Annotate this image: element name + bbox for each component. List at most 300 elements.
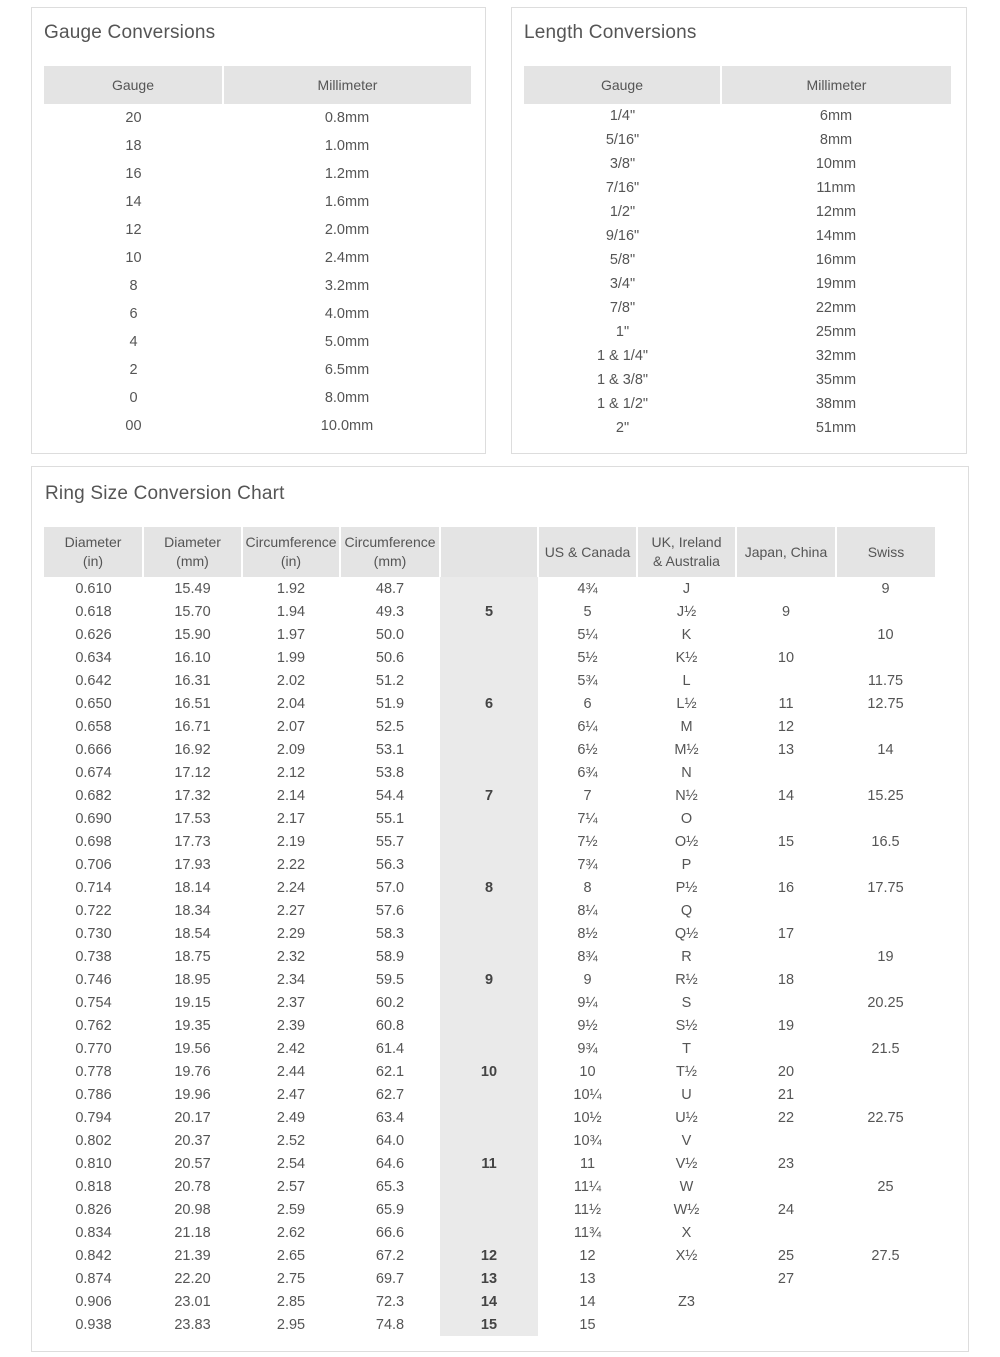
table-cell: 6½ (577, 741, 598, 758)
table-cell: 8¼ (577, 902, 598, 919)
table-cell (440, 922, 538, 945)
table-cell: 2.95 (276, 1316, 306, 1333)
table-cell (836, 1221, 935, 1244)
table-cell (736, 1129, 836, 1152)
table-cell: 2.54 (276, 1155, 306, 1172)
table-cell: 1.0mm (324, 138, 370, 154)
table-row (524, 392, 951, 416)
table-cell: 2.34 (276, 971, 306, 988)
table-cell: 5 (440, 600, 538, 623)
table-cell (440, 1175, 538, 1198)
table-cell: 22.75 (867, 1109, 904, 1126)
table-cell: 10¼ (573, 1086, 602, 1103)
table-cell (440, 1129, 538, 1152)
table-cell: 14 (777, 787, 795, 804)
table-cell (440, 1221, 538, 1244)
table-cell (836, 968, 935, 991)
table-cell: 10mm (815, 156, 857, 172)
table-cell (836, 1267, 935, 1290)
table-cell: 52.5 (375, 718, 405, 735)
column-header (340, 527, 440, 577)
table-cell: 5¾ (577, 672, 598, 689)
table-cell: 1/4" (609, 108, 636, 124)
table-cell (440, 830, 538, 853)
table-cell: Z3 (678, 1293, 695, 1310)
table-cell: Q (680, 902, 693, 919)
table-row (44, 1014, 935, 1037)
table-cell (836, 761, 935, 784)
table-cell: 8¾ (577, 948, 598, 965)
table-cell: 2.4mm (324, 250, 370, 266)
table-cell: 20 (777, 1063, 795, 1080)
table-row (44, 830, 935, 853)
header-line: Japan, China (744, 543, 828, 560)
table-cell (440, 738, 538, 761)
table-cell: 15.49 (174, 580, 211, 597)
table-cell: 16.51 (174, 695, 211, 712)
table-cell: 7/16" (605, 180, 640, 196)
table-cell (736, 899, 836, 922)
table-cell: 14 (125, 194, 142, 210)
table-cell: 13 (579, 1270, 596, 1287)
table-cell: 53.1 (375, 741, 405, 758)
table-cell: 5 (583, 603, 592, 620)
table-row (44, 272, 471, 300)
table-cell: 16.31 (174, 672, 211, 689)
table-row (44, 1221, 935, 1244)
table-cell: 8½ (577, 925, 598, 942)
table-cell (736, 1037, 836, 1060)
table-cell: 9 (440, 968, 538, 991)
gauge-conversions-table (44, 66, 471, 440)
table-row (44, 968, 935, 991)
table-cell: 00 (125, 418, 142, 434)
table-cell: 20 (125, 110, 142, 126)
table-cell: 0.810 (75, 1155, 112, 1172)
header-line: Circumference (344, 534, 436, 550)
table-cell: 7 (440, 784, 538, 807)
column-header (637, 527, 736, 577)
table-cell: 20.17 (174, 1109, 211, 1126)
table-cell: 17.75 (867, 879, 904, 896)
table-cell: 2.27 (276, 902, 306, 919)
table-cell (836, 600, 935, 623)
table-cell (440, 853, 538, 876)
table-row (524, 368, 951, 392)
table-cell: 10½ (573, 1109, 602, 1126)
table-cell: O½ (674, 833, 699, 850)
table-cell: 21 (777, 1086, 795, 1103)
table-cell: 2.0mm (324, 222, 370, 238)
table-cell: 0.874 (75, 1270, 112, 1287)
table-cell: 2.09 (276, 741, 306, 758)
column-header (44, 527, 143, 577)
table-cell: 54.4 (375, 787, 405, 804)
table-row (44, 244, 471, 272)
table-cell: L½ (676, 695, 697, 712)
table-cell: L (682, 672, 691, 689)
table-cell: 38mm (815, 396, 857, 412)
table-cell: 62.7 (375, 1086, 405, 1103)
table-cell: 1.2mm (324, 166, 370, 182)
table-row (524, 344, 951, 368)
table-cell: 16mm (815, 252, 857, 268)
table-cell: 55.7 (375, 833, 405, 850)
table-cell: 1" (615, 324, 630, 340)
table-cell: 2.65 (276, 1247, 306, 1264)
table-cell: X (681, 1224, 692, 1241)
header-line: UK, Ireland (651, 534, 722, 550)
table-cell: 5½ (577, 649, 598, 666)
column-header (538, 527, 637, 577)
table-cell: 57.0 (375, 879, 405, 896)
table-cell: K½ (675, 649, 698, 666)
table-cell: 9 (881, 580, 890, 597)
table-cell: 20.57 (174, 1155, 211, 1172)
table-cell: 1.94 (276, 603, 306, 620)
table-cell: 13 (777, 741, 795, 758)
table-cell: 16 (125, 166, 142, 182)
table-cell: 17.32 (174, 787, 211, 804)
table-cell: 0.826 (75, 1201, 112, 1218)
table-row (44, 132, 471, 160)
table-row (44, 160, 471, 188)
table-cell (836, 1152, 935, 1175)
table-cell: R (681, 948, 692, 965)
table-row (44, 300, 471, 328)
table-cell: 22.20 (174, 1270, 211, 1287)
table-cell: 21.5 (871, 1040, 900, 1057)
table-cell: N (681, 764, 692, 781)
table-cell: P½ (675, 879, 698, 896)
table-cell: 5¼ (577, 626, 598, 643)
table-cell: M (680, 718, 693, 735)
table-cell: 58.3 (375, 925, 405, 942)
table-cell: W½ (673, 1201, 700, 1218)
table-cell: 6 (129, 306, 138, 322)
table-cell: 18.95 (174, 971, 211, 988)
table-cell (440, 669, 538, 692)
table-row (44, 623, 935, 646)
table-cell: 9¾ (577, 1040, 598, 1057)
table-cell: 8mm (819, 132, 853, 148)
length-conversions-title: Length Conversions (524, 22, 697, 43)
table-cell: Q½ (674, 925, 699, 942)
table-cell: 20.98 (174, 1201, 211, 1218)
table-cell: K (681, 626, 692, 643)
table-cell: 9¼ (577, 994, 598, 1011)
table-cell: 64.6 (375, 1155, 405, 1172)
table-cell: 16.71 (174, 718, 211, 735)
table-cell: 49.3 (375, 603, 405, 620)
table-cell: 12 (125, 222, 142, 238)
table-cell: 0.722 (75, 902, 112, 919)
table-row (44, 738, 935, 761)
table-cell: 7 (583, 787, 592, 804)
table-cell: 18.34 (174, 902, 211, 919)
table-cell: 2.57 (276, 1178, 306, 1195)
table-cell: 10¾ (573, 1132, 602, 1149)
table-row (44, 853, 935, 876)
table-cell (836, 853, 935, 876)
table-cell (440, 646, 538, 669)
table-cell: 10 (579, 1063, 596, 1080)
header-line: Diameter (164, 534, 221, 550)
table-cell: 0.794 (75, 1109, 112, 1126)
table-row (44, 1106, 935, 1129)
table-cell: 11 (579, 1155, 596, 1172)
table-cell: 19 (777, 1017, 795, 1034)
table-cell: 0.698 (75, 833, 112, 850)
table-cell (440, 577, 538, 600)
table-cell: 12 (777, 718, 795, 735)
table-cell: 0.762 (75, 1017, 112, 1034)
table-cell (836, 715, 935, 738)
table-cell: 5/16" (605, 132, 640, 148)
table-cell: 25 (877, 1178, 894, 1195)
table-cell: 18.54 (174, 925, 211, 942)
table-cell: 2.17 (276, 810, 306, 827)
table-cell (836, 922, 935, 945)
table-cell: 7/8" (609, 300, 636, 316)
table-row (44, 646, 935, 669)
length-conversions-table (524, 66, 951, 440)
table-row (44, 761, 935, 784)
table-cell: 10 (777, 649, 795, 666)
table-row (44, 945, 935, 968)
table-cell: 15.70 (174, 603, 211, 620)
table-cell (736, 577, 836, 600)
table-cell: 5.0mm (324, 334, 370, 350)
table-cell: 8.0mm (324, 390, 370, 406)
table-cell: W (679, 1178, 694, 1195)
table-cell: 19.35 (174, 1017, 211, 1034)
table-cell: 9½ (577, 1017, 598, 1034)
table-row (44, 922, 935, 945)
table-cell: 0.834 (75, 1224, 112, 1241)
table-cell: 0.746 (75, 971, 112, 988)
table-row (44, 1129, 935, 1152)
table-row (524, 128, 951, 152)
table-cell: 20.25 (867, 994, 904, 1011)
table-cell: 9/16" (605, 228, 640, 244)
table-cell (440, 1014, 538, 1037)
table-cell (440, 1198, 538, 1221)
table-cell: 20.78 (174, 1178, 211, 1195)
header-line: Swiss (867, 543, 905, 560)
header-line: (mm) (373, 553, 407, 569)
table-cell: 12 (579, 1247, 596, 1264)
table-cell: 2.02 (276, 672, 306, 689)
table-cell: 11mm (816, 180, 856, 196)
table-cell: V½ (675, 1155, 698, 1172)
table-cell: 23.01 (174, 1293, 211, 1310)
table-cell: 13 (440, 1267, 538, 1290)
table-cell (440, 761, 538, 784)
table-cell: 51mm (815, 420, 857, 436)
table-cell (736, 1290, 836, 1313)
table-cell: 58.9 (375, 948, 405, 965)
table-cell: 2.85 (276, 1293, 306, 1310)
table-cell: 15 (777, 833, 795, 850)
table-cell: 17.93 (174, 856, 211, 873)
table-cell: 51.9 (375, 695, 405, 712)
table-cell: 19.96 (174, 1086, 211, 1103)
table-cell: 2.49 (276, 1109, 306, 1126)
table-cell: 2.37 (276, 994, 306, 1011)
table-cell: 2.32 (276, 948, 306, 965)
table-cell (836, 1198, 935, 1221)
table-cell: 15 (440, 1313, 538, 1336)
table-cell: 11¼ (573, 1178, 602, 1195)
table-cell: 11 (440, 1152, 538, 1175)
table-cell: 48.7 (375, 580, 405, 597)
table-cell (440, 1106, 538, 1129)
table-cell: 6¾ (577, 764, 598, 781)
table-cell: 1/2" (609, 204, 636, 220)
table-cell: 15.25 (867, 787, 904, 804)
table-cell: 0.786 (75, 1086, 112, 1103)
column-header (836, 527, 935, 577)
table-cell (736, 807, 836, 830)
table-cell (440, 899, 538, 922)
table-cell: 11 (778, 695, 794, 712)
table-cell: 19 (877, 948, 894, 965)
table-cell (736, 1175, 836, 1198)
table-row (44, 807, 935, 830)
table-row (44, 991, 935, 1014)
table-cell: 3/8" (609, 156, 636, 172)
table-cell: 14 (877, 741, 894, 758)
table-cell: J (682, 580, 691, 597)
table-row (44, 669, 935, 692)
table-cell: 0.618 (75, 603, 112, 620)
table-cell: 0.674 (75, 764, 112, 781)
table-cell: U½ (675, 1109, 698, 1126)
table-row (524, 416, 951, 440)
table-cell: 0.650 (75, 695, 112, 712)
table-row (44, 784, 935, 807)
table-cell: 2.52 (276, 1132, 306, 1149)
column-header (440, 527, 538, 577)
table-cell: 16.10 (174, 649, 211, 666)
table-row (44, 600, 935, 623)
table-row (44, 1313, 935, 1336)
table-cell: 27.5 (871, 1247, 900, 1264)
table-cell: 6 (440, 692, 538, 715)
table-cell: T (682, 1040, 691, 1057)
table-cell (637, 1267, 736, 1290)
table-cell (836, 1313, 935, 1336)
table-cell: 32mm (815, 348, 857, 364)
table-cell: 2.59 (276, 1201, 306, 1218)
table-cell: 0.706 (75, 856, 112, 873)
table-row (44, 1060, 935, 1083)
table-cell: 1.97 (276, 626, 306, 643)
table-cell: 15 (579, 1316, 596, 1333)
table-cell: 7¾ (577, 856, 598, 873)
table-cell: 2 (129, 362, 138, 378)
table-cell: 17.73 (174, 833, 211, 850)
table-cell: 6¼ (577, 718, 598, 735)
table-cell: 0.610 (75, 580, 112, 597)
table-cell: 0 (129, 390, 138, 406)
table-row (524, 296, 951, 320)
table-cell: 6.5mm (324, 362, 370, 378)
table-cell: 66.6 (375, 1224, 405, 1241)
table-cell: 0.658 (75, 718, 112, 735)
table-row (44, 384, 471, 412)
header-line: Diameter (64, 534, 122, 550)
table-row (524, 248, 951, 272)
table-cell: 17.12 (174, 764, 211, 781)
table-cell: 14 (440, 1290, 538, 1313)
table-cell: 61.4 (375, 1040, 405, 1057)
table-cell: 3/4" (609, 276, 636, 292)
table-row (524, 320, 951, 344)
table-cell: 11.75 (867, 672, 904, 689)
table-cell: 23.83 (174, 1316, 211, 1333)
table-cell: 21.39 (174, 1247, 211, 1264)
table-cell: 9 (781, 603, 791, 620)
table-cell: 53.8 (375, 764, 405, 781)
header-millimeter: Millimeter (721, 66, 951, 104)
table-cell: 59.5 (375, 971, 405, 988)
table-cell (440, 945, 538, 968)
table-row (44, 188, 471, 216)
table-cell (836, 646, 935, 669)
table-cell: 2.62 (276, 1224, 306, 1241)
table-cell (836, 1290, 935, 1313)
table-row (524, 176, 951, 200)
table-cell: 1 & 1/4" (596, 348, 649, 364)
table-row (44, 1267, 935, 1290)
table-cell (836, 899, 935, 922)
table-cell: 4 (129, 334, 138, 350)
header-line: US & Canada (544, 543, 631, 560)
table-cell (736, 1221, 836, 1244)
table-cell: 4.0mm (324, 306, 370, 322)
table-cell: 25 (777, 1247, 795, 1264)
table-cell: 11½ (573, 1201, 602, 1218)
table-cell: 20.37 (174, 1132, 211, 1149)
table-cell: 16.5 (871, 833, 900, 850)
table-cell: 0.906 (75, 1293, 112, 1310)
table-cell: 7½ (577, 833, 598, 850)
table-cell: 50.6 (375, 649, 405, 666)
table-row (44, 899, 935, 922)
table-cell: 67.2 (375, 1247, 405, 1264)
table-cell: 10 (125, 250, 142, 266)
table-cell: 2.04 (276, 695, 306, 712)
table-cell: 74.8 (375, 1316, 405, 1333)
table-cell: 15.90 (174, 626, 211, 643)
table-cell: 12.75 (867, 695, 904, 712)
table-row (44, 1152, 935, 1175)
table-row (44, 1037, 935, 1060)
table-cell: 0.730 (75, 925, 112, 942)
table-row (44, 876, 935, 899)
column-header (242, 527, 340, 577)
header-gauge: Gauge (44, 66, 223, 104)
table-cell: 10 (440, 1060, 538, 1083)
table-cell: 10.0mm (320, 418, 374, 434)
table-cell: 12 (440, 1244, 538, 1267)
gauge-conversions-title: Gauge Conversions (44, 22, 216, 43)
table-cell (440, 715, 538, 738)
table-cell: 19.56 (174, 1040, 211, 1057)
table-row (44, 577, 935, 600)
